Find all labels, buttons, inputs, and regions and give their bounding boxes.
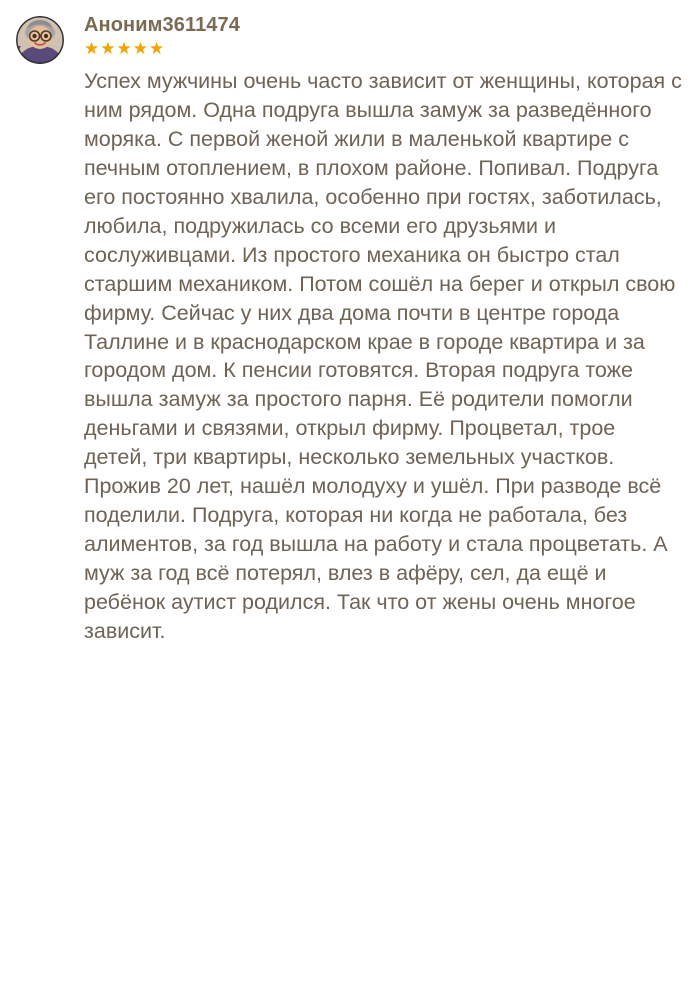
user-avatar-icon xyxy=(16,16,64,64)
rating-stars: ★★★★★ xyxy=(84,39,166,58)
comment-text: Успех мужчины очень часто зависит от женщины, которая с ним рядом. Одна подруга вышла замуж за разведённого моряка. С первой женой жили в маленькой квартире с печным отоплением, в плохом районе. Попивал. Подруга его постоянно хвалила, особенно при гостях, заботилась, любила, подружилась со всеми его друзьями и сослуживцами. Из простого механика он быстро стал старшим механиком. Потом сошёл на берег и открыл свою фирму. Сейчас у них два дома почти в центре города Таллине и в краснодарском крае в городе квартира и за городом дом. К пенсии готовятся. Вторая подруга тоже вышла замуж за простого парня. Её родители помогли деньгами и связями, открыл фирму. Процветал, трое детей, три квартиры, несколько земельных участков. Прожив 20 лет, нашёл молодуху и ушёл. При разводе всё поделили. Подруга, которая ни когда не работала, без алиментов, за год вышла на работу и стала процветать. А муж за год всё потерял, влез в афёру, сел, да ещё и ребёнок аутист родился. Так что от жены очень многое зависит. xyxy=(84,69,688,643)
avatar-container[interactable] xyxy=(16,14,68,64)
avatar[interactable] xyxy=(16,16,64,64)
comment-body xyxy=(68,14,688,646)
comment-author[interactable]: Аноним3611474 xyxy=(84,14,240,36)
